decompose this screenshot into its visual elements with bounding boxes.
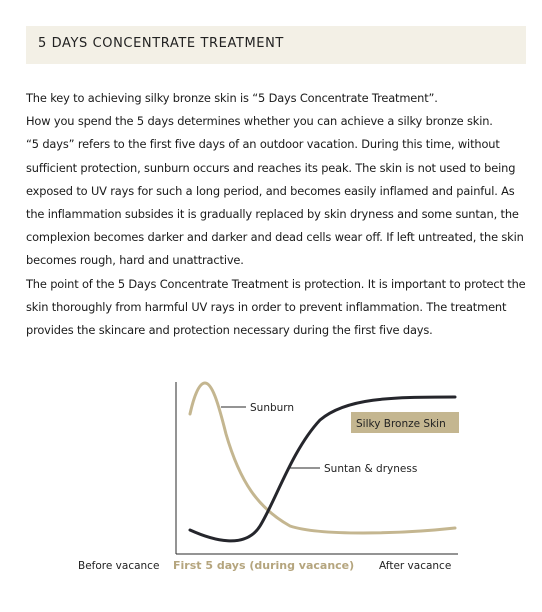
sunburn-curve (190, 383, 455, 533)
paragraph-protection: The point of the 5 Days Concentrate Treatment is protection. It is important to protect the skin thoroughly from harmful UV rays in order to prevent inflammation. The treatment provides the skincare and protection necessary during the first five days. (26, 276, 526, 338)
timeline-first-five-days: First 5 days (during vacance) (173, 559, 355, 572)
suntan-label: Suntan & dryness (324, 463, 418, 475)
silky-bronze-label: Silky Bronze Skin (356, 418, 446, 430)
article-body (26, 87, 532, 342)
paragraph-five-days: “5 days” refers to the first five days of an outdoor vacation. During this time, without sufficient protection, sunburn occurs and reaches its peak. The skin is not used to being exposed to UV rays for such a long period, and becomes easily inflamed and painful. As the inflammation subsides it is gradually replaced by skin dryness and some suntan, the complexion becomes darker and darker and dead cells wear off. If left untreated, the skin becomes rough, hard and unattractive. (26, 137, 524, 268)
timeline-after: After vacance (379, 560, 452, 572)
skin-condition-diagram (0, 372, 542, 592)
section-header (26, 26, 526, 64)
diagram-svg (0, 372, 542, 592)
sunburn-label: Sunburn (250, 402, 295, 414)
section-title: 5 DAYS CONCENTRATE TREATMENT (38, 36, 284, 51)
timeline-before: Before vacance (78, 560, 160, 572)
paragraph-how: How you spend the 5 days determines whether you can achieve a silky bronze skin. (26, 114, 493, 129)
paragraph-intro: The key to achieving silky bronze skin is “5 Days Concentrate Treatment”. (26, 91, 438, 105)
